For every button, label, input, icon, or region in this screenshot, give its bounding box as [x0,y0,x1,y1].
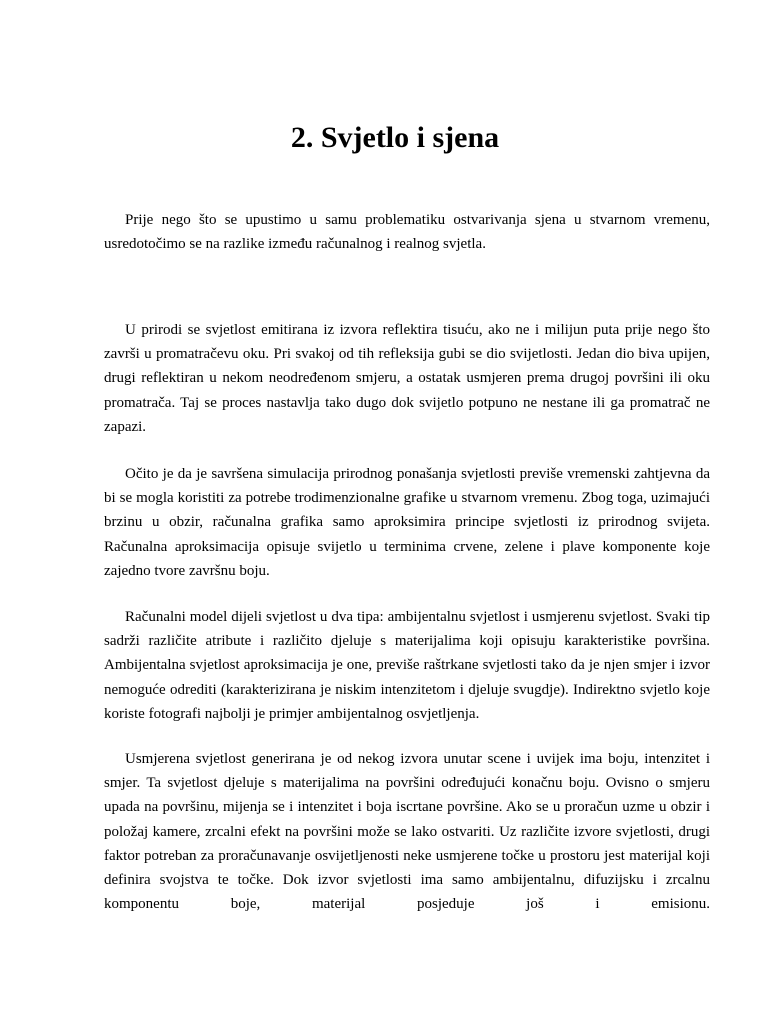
paragraph-directional-light: Usmjerena svjetlost generirana je od nekog izvora unutar scene i uvijek ima boju, intenzitet i smjer. Ta svjetlost djeluje s materijalima na površini određujući konačnu boju. Ovisno o smjeru upada na površinu, mijenja se i intenzitet i boja iscrtane površine. Ako se u proračun uzme u obzir i položaj kamere, zrcalni efekt na površini može se lako ostvariti. Uz različite izvore svjetlosti, drugi faktor potreban za proračunavanje osvijetljenosti neke usmjerene točke u prostoru jest materijal koji definira svojstva te točke. Dok izvor svjetlosti ima samo ambijentalnu, difuzijsku i zrcalnu komponentu boje, materijal posjeduje još i emisionu. [104,751,710,913]
chapter-title: 2. Svjetlo i sjena [290,121,500,154]
paragraph-natural-light: U prirodi se svjetlost emitirana iz izvora reflektira tisuću, ako ne i milijun puta prije nego što završi u promatračevu oku. Pri svakoj od tih refleksija gubi se dio svijetlosti. Jedan dio biva upijen, drugi reflektiran u nekom neodređenom smjeru, a ostatak usmjeren prema drugoj površini ili oku promatrača. Taj se proces nastavlja tako dugo dok svijetlo potpuno ne nestane ili ga promatrač ne zapazi. [104,322,710,435]
paragraph-simulation: Očito je da je savršena simulacija prirodnog ponašanja svjetlosti previše vremenski zahtjevna da bi se mogla koristiti za potrebe trodimenzionalne grafike u stvarnom vremenu. Zbog toga, uzimajući brzinu u obzir, računalna grafika samo aproksimira principe svjetlosti iz prirodnog svijeta. Računalna aproksimacija opisuje svijetlo u terminima crvene, zelene i plave komponente koje zajedno tvore završnu boju. [104,466,710,579]
paragraph-light-model: Računalni model dijeli svjetlost u dva tipa: ambijentalnu svjetlost i usmjerenu svjetlost. Svaki tip sadrži različite atribute i različito djeluje s materijalima koji opisuju karakteristike površina. Ambijentalna svjetlost aproksimacija je one, previše raštrkane svjetlosti tako da je njen smjer i izvor nemoguće odrediti (karakterizirana je niskim intenzitetom i djeluje svugdje). Indirektno svjetlo koje koriste fotografi najbolji je primjer ambijentalnog osvjetljenja. [104,609,710,722]
paragraph-intro: Prije nego što se upustimo u samu problematiku ostvarivanja sjena u stvarnom vremenu, usredotočimo se na razlike između računalnog i realnog svjetla. [104,212,710,253]
